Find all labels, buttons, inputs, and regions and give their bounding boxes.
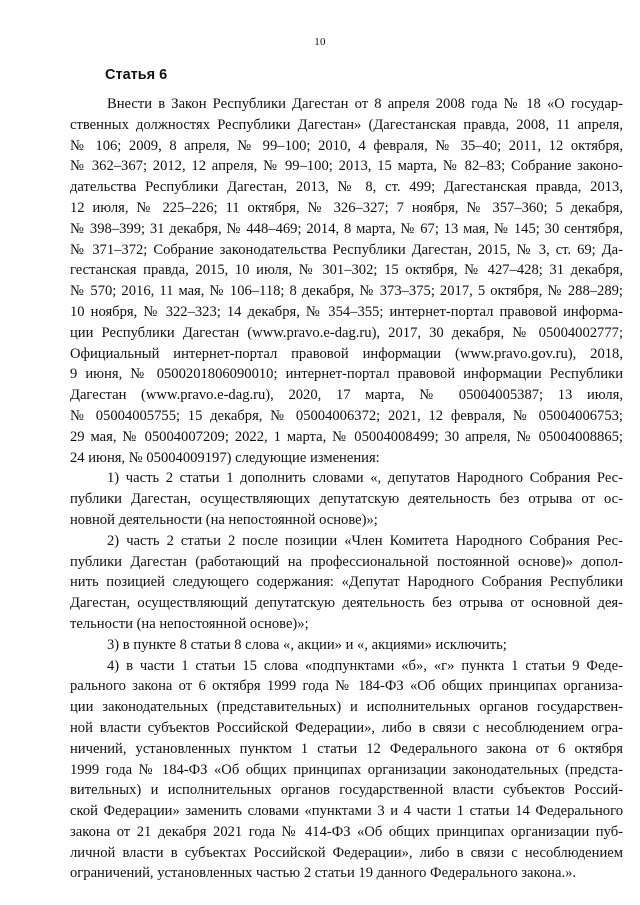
text-line: новной деятельности (на непостоянной основе)»; (70, 511, 378, 528)
text-line: личной власти в субъектах Российской Федерации», либо в связи с несоблюдением (70, 844, 623, 861)
text-line: № 398–399; 31 декабря, № 448–469; 2014, 8 марта, № 67; 13 мая, № 145; 30 сентября, (70, 220, 623, 237)
text-line: 1999 года № 184-ФЗ «Об общих принципах организации законодательных (предста- (70, 761, 623, 778)
item-1-paragraph (70, 468, 623, 530)
text-line: № 570; 2016, 11 мая, № 106–118; 8 декабря, № 373–375; 2017, 5 октября, № 288–289; (70, 283, 623, 300)
text-line: публики Дагестан, осуществляющих депутатскую деятельность без отрыва от ос- (70, 491, 623, 508)
text-line: Официальный интернет-портал правовой информации (www.pravo.gov.ru), 2018, (70, 345, 623, 362)
text-line: 4) в части 1 статьи 15 слова «подпунктами «б», «г» пункта 1 статьи 9 Феде- (107, 657, 623, 674)
text-line: Дагестан (www.pravo.e-dag.ru), 2020, 17 марта, № 05004005387; 13 июля, (70, 387, 623, 404)
item-4-paragraph (70, 656, 623, 885)
text-line: Дагестан, осуществляющий депутатскую деятельность без отрыва от основной дея- (70, 595, 623, 612)
text-line: ничений, установленных пунктом 1 статьи 12 Федерального закона от 6 октября (70, 740, 623, 757)
text-line: закона от 21 декабря 2021 года № 414-ФЗ «Об общих принципах организации пуб- (70, 823, 623, 840)
text-line: ограничений, установленных частью 2 статьи 19 данного Федерального закона.». (70, 865, 577, 882)
text-line: тельности (на непостоянной основе)»; (70, 615, 309, 632)
text-line: ской Федерации» заменить словами «пунктами 3 и 4 части 1 статьи 14 Федерального (70, 803, 623, 820)
item-3-paragraph (70, 635, 623, 656)
text-line: дательства Республики Дагестан, 2013, № 8, ст. 499; Дагестанская правда, 2013, (70, 179, 623, 196)
text-line: рального закона от 6 октября 1999 года № 184-ФЗ «Об общих принципах организа- (70, 678, 623, 695)
article-title: Статья 6 (105, 67, 168, 83)
text-line: ции законодательных (представительных) и исполнительных органов государствен- (70, 699, 623, 716)
page-number: 10 (314, 36, 326, 48)
intro-paragraph (70, 94, 623, 468)
text-line: 24 июня, № 05004009197) следующие изменения: (70, 449, 380, 466)
text-line: № 362–367; 2012, 12 апреля, № 99–100; 2013, 15 марта, № 82–83; Собрание законо- (70, 158, 623, 175)
text-line: 2) часть 2 статьи 2 после позиции «Член Комитета Народного Собрания Рес- (107, 532, 623, 549)
item-2-paragraph (70, 531, 623, 635)
text-line: вительных) и исполнительных органов государственной власти субъектов Россий- (70, 782, 623, 799)
text-line: Внести в Закон Республики Дагестан от 8 апреля 2008 года № 18 «О государ- (107, 96, 623, 112)
text-line: № 371–372; Собрание законодательства Республики Дагестан, 2015, № 3, ст. 69; Да- (70, 241, 623, 258)
text-line: ной власти субъектов Российской Федерации», либо в связи с несоблюдением огра- (70, 719, 623, 736)
document-body (70, 94, 623, 884)
text-line: 10 ноября, № 322–323; 14 декабря, № 354–355; интернет-портал правовой информа- (70, 303, 623, 320)
text-line: 3) в пункте 8 статьи 8 слова «, акции» и «, акциями» исключить; (107, 636, 507, 653)
text-line: 12 июля, № 225–226; 11 октября, № 326–327; 7 ноября, № 357–360; 5 декабря, (70, 199, 623, 216)
text-line: № 05004005755; 15 декабря, № 05004006372; 2021, 12 февраля, № 05004006753; (70, 407, 623, 424)
text-line: № 106; 2009, 8 апреля, № 99–100; 2010, 4 февраля, № 35–40; 2011, 12 октября, (70, 137, 623, 154)
text-line: гестанская правда, 2015, 10 июля, № 301–302; 15 октября, № 427–428; 31 декабря, (70, 262, 623, 279)
text-line: 9 июня, № 0500201806090010; интернет-портал правовой информации Республики (70, 366, 623, 383)
text-line: нить позицией следующего содержания: «Депутат Народного Собрания Республики (70, 574, 623, 591)
text-line: 1) часть 2 статьи 1 дополнить словами «, депутатов Народного Собрания Рес- (107, 470, 623, 487)
text-line: ственных должностях Республики Дагестан» (Дагестанская правда, 2008, 11 апреля, (70, 116, 623, 133)
text-line: публики Дагестан (работающий на профессиональной постоянной основе)» допол- (70, 553, 623, 570)
text-line: ции Республики Дагестан (www.pravo.e-dag.ru), 2017, 30 декабря, № 05004002777; (70, 324, 623, 341)
text-line: 29 мая, № 05004007209; 2022, 1 марта, № 05004008499; 30 апреля, № 05004008865; (70, 428, 623, 445)
